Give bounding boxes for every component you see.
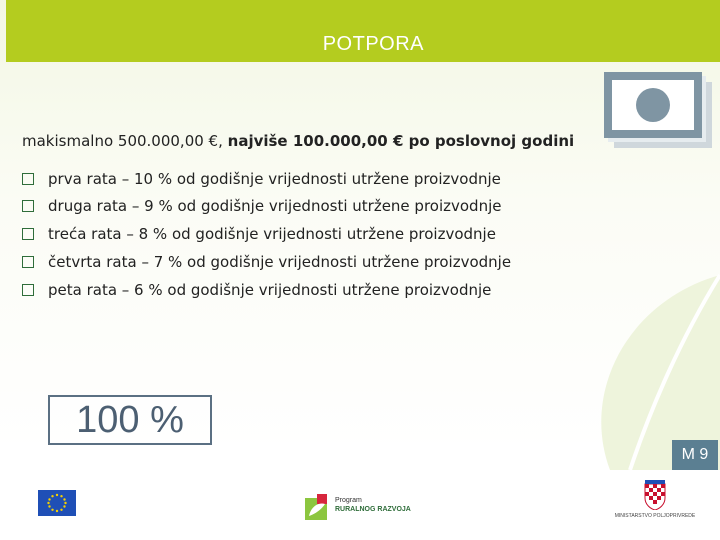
- list-item: četvrta rata – 7 % od godišnje vrijednosti utržene proizvodnje: [22, 248, 582, 276]
- list-item: prva rata – 10 % od godišnje vrijednosti utržene proizvodnje: [22, 166, 582, 192]
- intro-plain: makismalno 500.000,00 €,: [22, 132, 223, 150]
- ministry-text: MINISTARSTVO POLJOPRIVREDE: [614, 513, 696, 519]
- checkbox-bullet-icon: [22, 173, 34, 185]
- intro-text: [22, 130, 582, 152]
- eu-flag-icon: [38, 490, 76, 516]
- slide-number: M 9: [672, 440, 718, 470]
- intro-bold: najviše 100.000,00 € po poslovnoj godini: [227, 132, 575, 150]
- content: [22, 130, 582, 304]
- checkbox-bullet-icon: [22, 228, 34, 240]
- program-logo: [305, 490, 415, 524]
- money-icon: [604, 72, 716, 152]
- percentage-badge: 100 %: [48, 395, 212, 445]
- program-logo-icon: [305, 494, 333, 522]
- page-title: POTPORA: [322, 33, 424, 55]
- header-bar: [6, 0, 720, 62]
- list-item: druga rata – 9 % od godišnje vrijednosti utržene proizvodnje: [22, 192, 582, 220]
- checkbox-bullet-icon: [22, 256, 34, 268]
- list-item: peta rata – 6 % od godišnje vrijednosti utržene proizvodnje: [22, 276, 582, 304]
- bullet-list: [22, 166, 582, 304]
- checkbox-bullet-icon: [22, 200, 34, 212]
- list-item: treća rata – 8 % od godišnje vrijednosti utržene proizvodnje: [22, 220, 582, 248]
- croatia-coat-of-arms-icon: [643, 480, 667, 510]
- program-line1: Program: [335, 497, 362, 504]
- ministry-logo: [610, 480, 700, 520]
- checkbox-bullet-icon: [22, 284, 34, 296]
- program-line2: RURALNOG RAZVOJA: [335, 506, 411, 513]
